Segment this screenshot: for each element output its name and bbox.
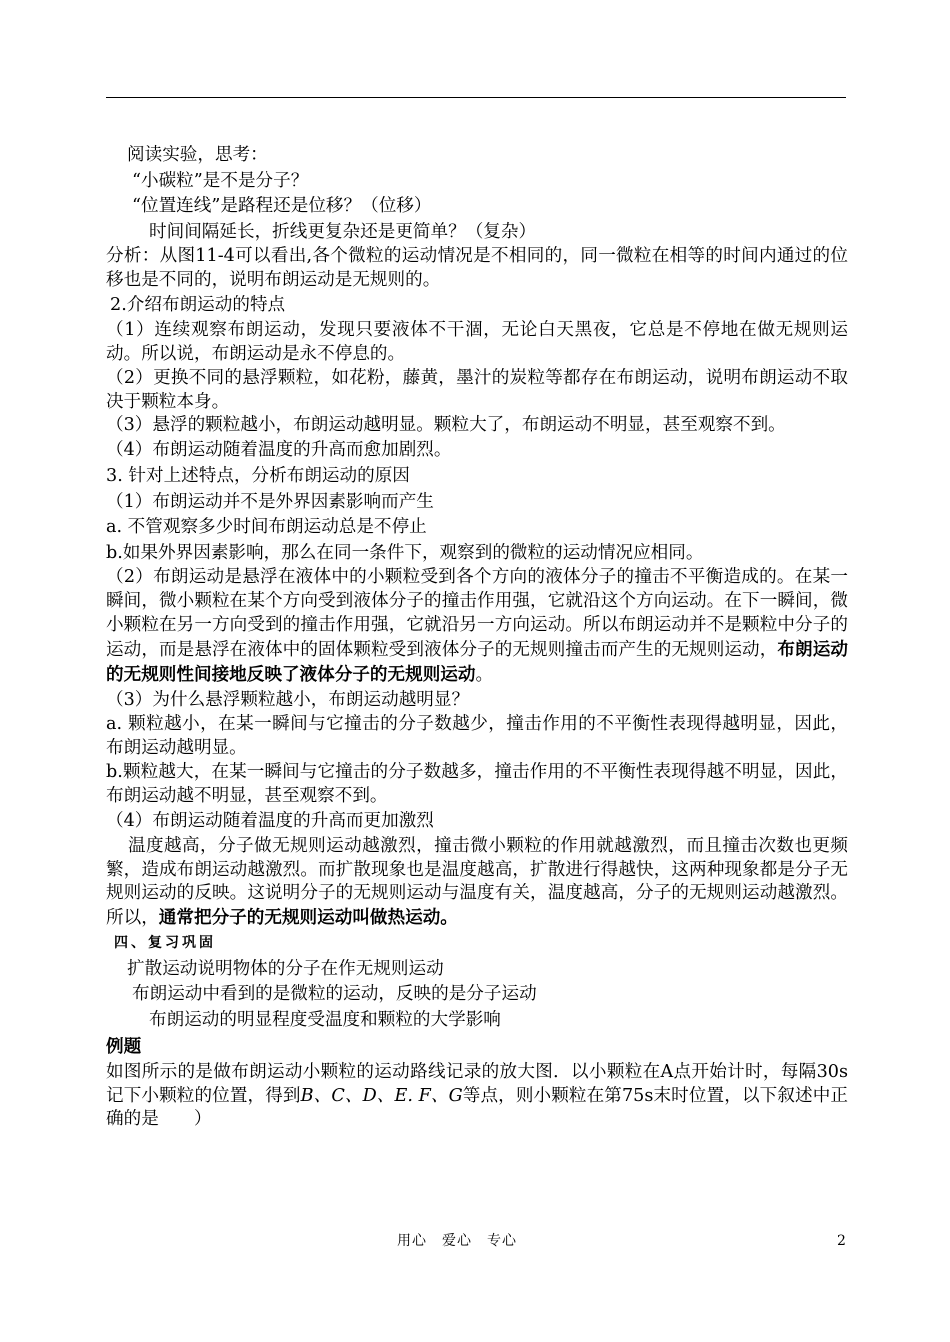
section-3-title: 3. 针对上述特点，分析布朗运动的原因 bbox=[106, 465, 410, 486]
cause-3-b: b.颗粒越大，在某一瞬间与它撞击的分子数越多，撞击作用的不平衡性表现得越不明显，因此，布朗运动越不明显，甚至观察不到。 bbox=[106, 762, 848, 807]
footer-slogan: 用心 爱心 专心 bbox=[397, 1233, 517, 1249]
cause-1: （1）布朗运动并不是外界因素影响而产生 bbox=[106, 491, 434, 512]
example-points: B、C、D、E. F、G bbox=[300, 1085, 463, 1106]
question-carbon-particle: “小碳粒”是不是分子？ bbox=[132, 170, 309, 191]
cause-4-text: 温度越高，分子做无规则运动越激烈，撞击微小颗粒的作用就越激烈，而且撞击次数也更频繁，造成布朗运动越激烈。而扩散现象也是温度越高，扩散进行得越快，这两种现象都是分子无规则运动的反映。这说明分子的无规则运动与温度有关，温度越高，分子的无规则运动越激烈。所以， bbox=[106, 835, 848, 929]
section-4-title: 四、复习巩固 bbox=[114, 935, 216, 952]
document-body bbox=[106, 143, 848, 1132]
section-2-title: 2.介绍布朗运动的特点 bbox=[110, 295, 286, 316]
review-1: 扩散运动说明物体的分子在作无规则运动 bbox=[127, 958, 444, 979]
review-3: 布朗运动的明显程度受温度和颗粒的大学影响 bbox=[149, 1010, 501, 1031]
question-time-interval: 时间间隔延长，折线更复杂还是更简单？（复杂） bbox=[149, 221, 537, 242]
example-title: 例题 bbox=[106, 1036, 142, 1057]
review-2: 布朗运动中看到的是微粒的运动，反映的是分子运动 bbox=[132, 984, 537, 1005]
cause-1-b: b.如果外界因素影响，那么在同一条件下，观察到的微粒的运动情况应相同。 bbox=[106, 542, 704, 563]
cause-4-emphasis: 通常把分子的无规则运动叫做热运动。 bbox=[158, 907, 458, 929]
analysis-paragraph: 分析：从图11-4可以看出,各个微粒的运动情况是不相同的，同一微粒在相等的时间内通过的位移也是不同的，说明布朗运动是无规则的。 bbox=[106, 246, 848, 291]
feature-1: （1）连续观察布朗运动，发现只要液体不干涸，无论白天黑夜，它总是不停地在做无规则运动。所以说，布朗运动是永不停息的。 bbox=[106, 319, 848, 364]
cause-2 bbox=[106, 566, 848, 688]
feature-4: （4）布朗运动随着温度的升高而愈加剧烈。 bbox=[106, 440, 452, 461]
cause-2-end: 。 bbox=[475, 664, 494, 685]
example-question bbox=[106, 1061, 848, 1133]
reading-prompt: 阅读实验，思考： bbox=[127, 145, 268, 165]
cause-2-text: （2）布朗运动是悬浮在液体中的小颗粒受到各个方向的液体分子的撞击不平衡造成的。在某一瞬间，微小颗粒在某个方向受到液体分子的撞击作用强，它就沿这个方向运动。在下一瞬间，微小颗粒在另一方向受到的撞击作用强，它就沿另一方向运动。所以布朗运动并不是颗粒中分子的运动，而是悬浮在液体中的固体颗粒受到液体分子的无规则撞击而产生的无规则运动， bbox=[106, 567, 848, 660]
example-text-2: 等点，则小颗粒在第75s末时位置，以下叙述中正确的是 ） bbox=[106, 1085, 848, 1130]
header-rule bbox=[106, 97, 846, 98]
feature-2: （2）更换不同的悬浮颗粒，如花粉，藤黄，墨汁的炭粒等都存在布朗运动，说明布朗运动不取决于颗粒本身。 bbox=[106, 367, 848, 412]
example-text-1: 如图所示的是做布朗运动小颗粒的运动路线记录的放大图．以小颗粒在A点开始计时，每隔30s记下小颗粒的位置，得到 bbox=[106, 1061, 848, 1106]
cause-3: （3）为什么悬浮颗粒越小，布朗运动越明显？ bbox=[106, 689, 470, 710]
question-position-line: “位置连线”是路程还是位移？（位移） bbox=[132, 196, 432, 217]
cause-3-a: a. 颗粒越小，在某一瞬间与它撞击的分子数越少，撞击作用的不平衡性表现得越明显，因此，布朗运动越明显。 bbox=[106, 714, 848, 759]
cause-2-emphasis: 布朗运动的无规则性间接地反映了液体分子的无规则运动 bbox=[106, 639, 848, 685]
page-number: 2 bbox=[837, 1233, 846, 1249]
cause-4: （4）布朗运动随着温度的升高而更加激烈 bbox=[106, 811, 434, 832]
cause-4-body bbox=[106, 835, 848, 932]
feature-3: （3）悬浮的颗粒越小，布朗运动越明显。颗粒大了，布朗运动不明显，甚至观察不到。 bbox=[106, 415, 786, 436]
cause-1-a: a. 不管观察多少时间布朗运动总是不停止 bbox=[106, 517, 427, 538]
